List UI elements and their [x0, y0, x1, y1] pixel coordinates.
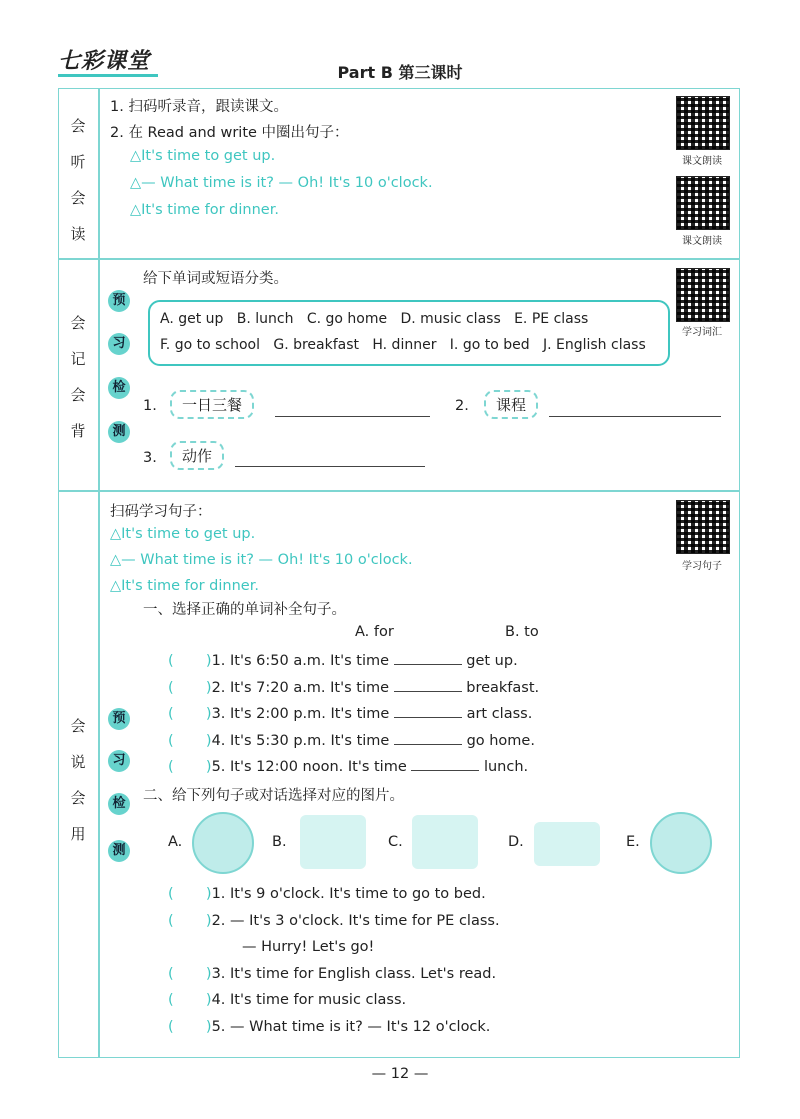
s1-sentence: △— What time is it? — Oh! It's 10 o'clock.	[130, 175, 433, 191]
answer-paren[interactable]: ( )	[168, 759, 212, 775]
s3-sentence: △It's time to get up.	[110, 526, 256, 542]
blank[interactable]	[394, 730, 462, 745]
s3-sentence: △— What time is it? — Oh! It's 10 o'clock.	[110, 552, 413, 568]
qr-caption: 课文朗读	[682, 156, 722, 167]
pic-label: D.	[508, 834, 524, 850]
side-divider	[98, 88, 100, 1058]
qr-code-icon[interactable]	[676, 500, 730, 554]
part2-title: 二、给下列句子或对话选择对应的图片。	[143, 788, 404, 804]
exercise-row: ( )4. It's time for music class.	[168, 992, 407, 1008]
answer-line[interactable]	[275, 416, 430, 417]
word-bank-row: F. go to school G. breakfast H. dinner I. go to bed J. English class	[160, 337, 646, 353]
pic-label: C.	[388, 834, 403, 850]
answer-paren[interactable]: ( )	[168, 992, 212, 1008]
preview-badge: 习	[108, 750, 130, 772]
qr-caption: 学习词汇	[682, 327, 722, 338]
exercise-row: ( )2. It's 7:20 a.m. It's time breakfast.	[168, 677, 539, 704]
blank[interactable]	[394, 677, 462, 692]
side-char: 会	[70, 117, 86, 135]
blank[interactable]	[411, 756, 479, 771]
pic-label: A.	[168, 834, 183, 850]
answer-paren[interactable]: ( )	[168, 679, 212, 696]
bed-picture-icon	[534, 822, 600, 866]
preview-badge: 检	[108, 793, 130, 815]
answer-paren[interactable]: ( )	[168, 653, 212, 669]
cat-num: 2.	[455, 398, 469, 414]
brand-logo: 七彩课堂	[58, 49, 151, 74]
answer-paren[interactable]: ( )	[168, 732, 212, 749]
side-char: 听	[70, 153, 86, 171]
clock-picture-icon	[650, 812, 712, 874]
cat-num: 3.	[143, 450, 157, 466]
side-char: 会	[70, 314, 86, 332]
s1-sentence: △It's time for dinner.	[130, 202, 279, 218]
exercise-row: ( )5. It's 12:00 noon. It's time lunch.	[168, 756, 539, 783]
s1-line2: 2. 在 Read and write 中圈出句子：	[110, 125, 349, 141]
qr-caption: 学习句子	[682, 561, 722, 572]
answer-line[interactable]	[549, 416, 721, 417]
side-char: 记	[70, 350, 86, 368]
pic-label: E.	[626, 834, 640, 850]
preview-badge: 测	[108, 421, 130, 443]
s1-line1: 1. 扫码听录音，跟读课文。	[110, 99, 288, 115]
side-char: 会	[70, 386, 86, 404]
answer-paren[interactable]: ( )	[168, 912, 212, 929]
option-a: A. for	[355, 624, 394, 640]
exercise-row: ( )4. It's 5:30 p.m. It's time go home.	[168, 730, 539, 757]
qr-code-icon[interactable]	[676, 176, 730, 230]
option-b: B. to	[505, 624, 539, 640]
qr-code-icon[interactable]	[676, 96, 730, 150]
preview-badge: 习	[108, 333, 130, 355]
answer-line[interactable]	[235, 466, 425, 467]
blank[interactable]	[394, 650, 462, 665]
section-divider-2	[58, 490, 740, 492]
exercise-row: ( )5. — What time is it? — It's 12 o'clock.	[168, 1018, 491, 1035]
word-bank-box	[148, 300, 670, 366]
word-bank-row: A. get up B. lunch C. go home D. music class E. PE class	[160, 311, 589, 327]
side-char: 会	[70, 789, 86, 807]
side-char: 说	[70, 753, 86, 771]
section-divider-1	[58, 258, 740, 260]
english-class-picture-icon	[412, 815, 478, 869]
exercise-row: — Hurry! Let's go!	[242, 939, 375, 955]
section1-side-label	[58, 108, 98, 252]
side-char: 会	[70, 189, 86, 207]
category-label: 课程	[484, 390, 538, 419]
preview-badge: 预	[108, 708, 130, 730]
section3-side-label	[58, 708, 98, 852]
section2-side-label	[58, 305, 98, 449]
part1-title: 一、选择正确的单词补全句子。	[143, 602, 346, 618]
exercise-row: ( )3. It's time for English class. Let's read.	[168, 965, 497, 982]
preview-badge: 检	[108, 377, 130, 399]
s3-sentence: △It's time for dinner.	[110, 578, 259, 594]
answer-paren[interactable]: ( )	[168, 1018, 212, 1035]
part2-list	[168, 886, 500, 1045]
qr-code-icon[interactable]	[676, 268, 730, 322]
preview-badge: 测	[108, 840, 130, 862]
exercise-row: ( )1. It's 9 o'clock. It's time to go to bed.	[168, 886, 486, 902]
answer-paren[interactable]: ( )	[168, 706, 212, 722]
answer-paren[interactable]: ( )	[168, 886, 212, 902]
side-char: 会	[70, 717, 86, 735]
pe-class-picture-icon	[300, 815, 366, 869]
s3-intro: 扫码学习句子：	[110, 504, 212, 520]
part1-list	[168, 650, 539, 783]
category-label: 一日三餐	[170, 390, 254, 419]
side-char: 读	[70, 225, 86, 243]
pic-label: B.	[272, 834, 287, 850]
qr-caption: 课文朗读	[682, 236, 722, 247]
exercise-row: ( )1. It's 6:50 a.m. It's time get up.	[168, 650, 539, 677]
s2-instruction: 给下单词或短语分类。	[143, 271, 288, 287]
exercise-row: ( )3. It's 2:00 p.m. It's time art class.	[168, 703, 539, 730]
page-number: — 12 —	[371, 1066, 429, 1082]
side-char: 背	[70, 422, 86, 440]
exercise-row: ( )2. — It's 3 o'clock. It's time for PE class.	[168, 912, 500, 929]
side-char: 用	[70, 825, 86, 843]
cat-num: 1.	[143, 398, 157, 414]
page-title: Part B 第三课时	[337, 63, 463, 82]
s1-sentence: △It's time to get up.	[130, 148, 276, 164]
category-label: 动作	[170, 441, 224, 470]
blank[interactable]	[394, 703, 462, 718]
clock-picture-icon	[192, 812, 254, 874]
answer-paren[interactable]: ( )	[168, 965, 212, 982]
preview-badge: 预	[108, 290, 130, 312]
